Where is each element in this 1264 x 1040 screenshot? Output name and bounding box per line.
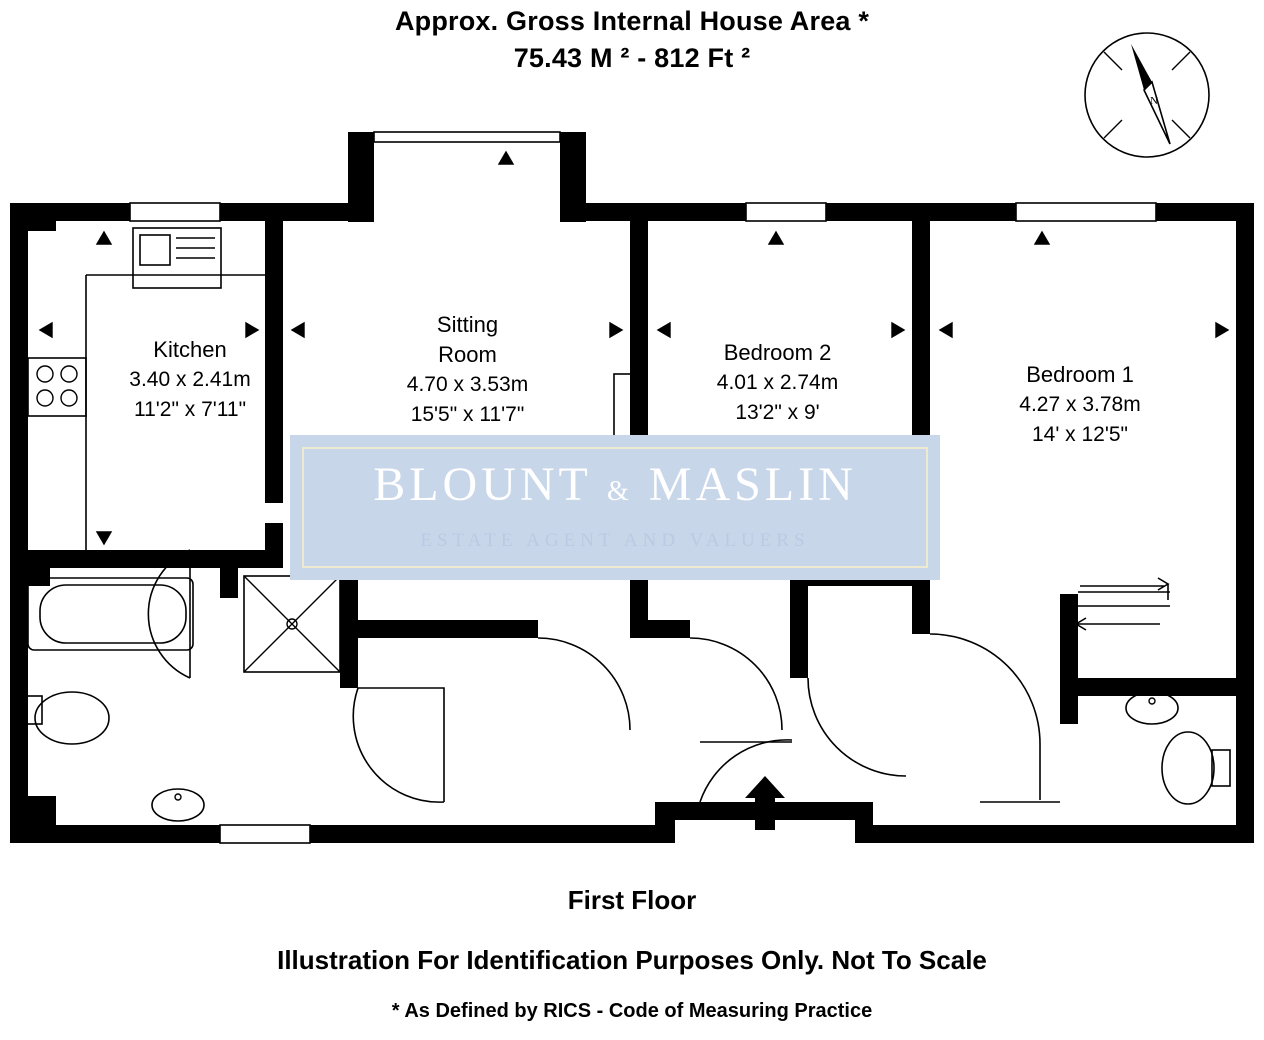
compass-rose <box>1082 30 1212 160</box>
room-label-sitting-room: Sitting Room 4.70 x 3.53m 15'5" x 11'7" <box>406 312 529 426</box>
room-label-bedroom-2: Bedroom 2 4.01 x 2.74m 13'2" x 9' <box>716 340 839 424</box>
watermark-ampersand: & <box>606 476 633 507</box>
watermark <box>290 435 940 580</box>
room-label-kitchen: Kitchen 3.40 x 2.41m 11'2" x 7'11" <box>129 337 251 421</box>
page-title: Approx. Gross Internal House Area * <box>394 6 870 36</box>
compass-north-label: N <box>1150 95 1158 107</box>
page-subtitle: 75.43 M ² - 812 Ft ² <box>513 43 751 73</box>
watermark-brand <box>290 457 940 512</box>
room-label-bedroom-1: Bedroom 1 4.27 x 3.78m 14' x 12'5" <box>1019 362 1141 446</box>
disclaimer-text: Illustration For Identification Purposes Only. Not To Scale <box>277 945 987 975</box>
rics-note: * As Defined by RICS - Code of Measuring Practice <box>391 1000 873 1022</box>
watermark-brand-left: BLOUNT <box>373 458 591 511</box>
header-block <box>0 0 1264 74</box>
watermark-brand-right: MASLIN <box>648 458 857 511</box>
floor-name: First Floor <box>567 885 697 915</box>
watermark-subtitle: ESTATE AGENT AND VALUERS <box>420 530 810 551</box>
